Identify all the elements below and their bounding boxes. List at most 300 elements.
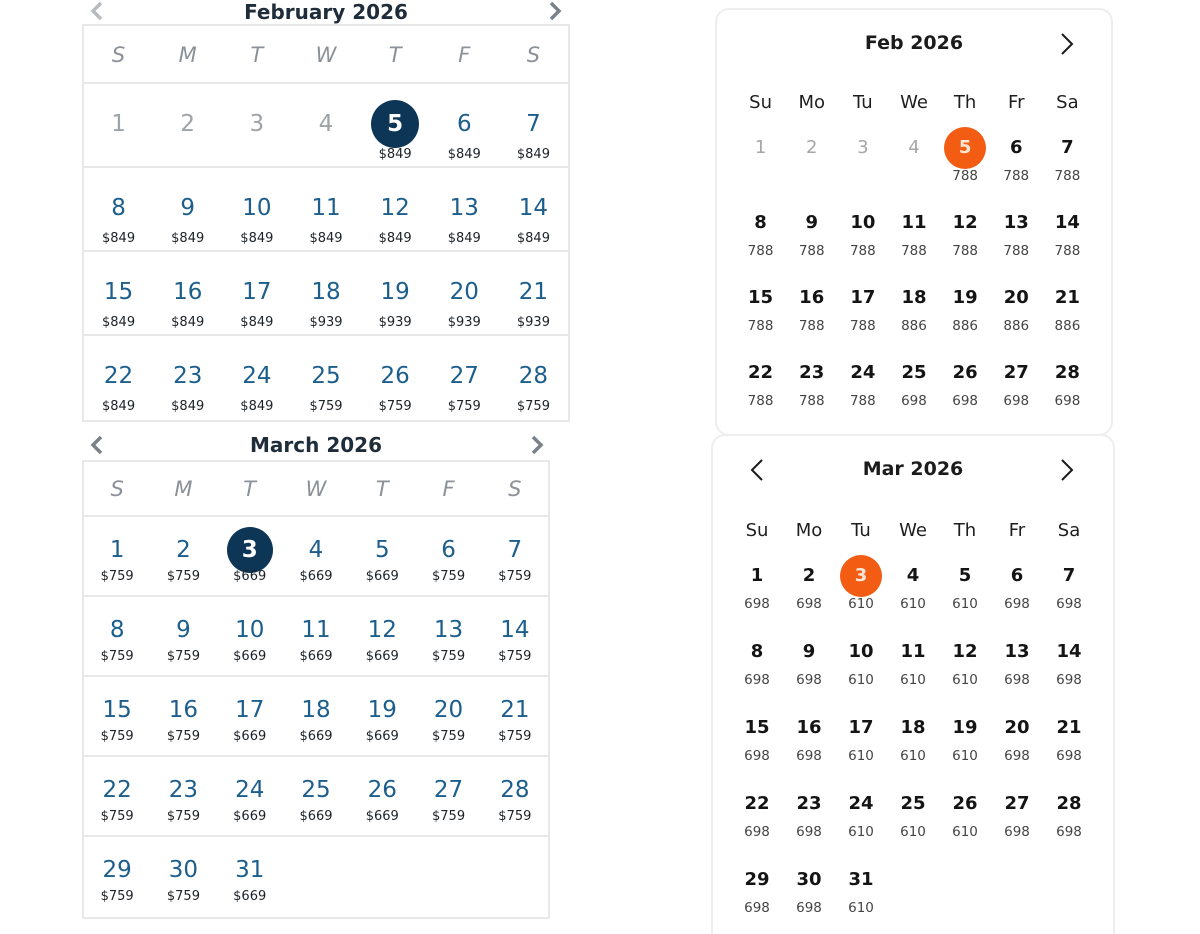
day-cell[interactable]	[837, 276, 888, 351]
day-number: 12	[367, 617, 397, 643]
day-cell[interactable]	[731, 782, 783, 858]
weekday-header-row	[717, 80, 1111, 126]
day-cell[interactable]	[361, 168, 430, 250]
day-cell[interactable]	[153, 252, 222, 334]
day-cell[interactable]	[291, 252, 360, 334]
weekday-label: Fr	[1008, 92, 1025, 113]
day-cell[interactable]	[888, 276, 939, 351]
day-cell[interactable]	[783, 706, 835, 782]
day-number: 21	[1056, 717, 1082, 738]
next-month-button[interactable]	[1057, 456, 1077, 484]
week-row	[717, 276, 1111, 351]
day-price: 698	[1004, 672, 1030, 688]
day-price: $849	[240, 399, 274, 414]
day-cell[interactable]	[84, 597, 150, 675]
week-row	[84, 168, 568, 252]
day-price: $759	[309, 399, 343, 414]
day-cell[interactable]	[783, 630, 835, 706]
day-cell[interactable]	[735, 276, 786, 351]
week-row	[717, 201, 1111, 276]
day-cell[interactable]	[217, 597, 283, 675]
day-price: 788	[747, 318, 774, 334]
day-cell[interactable]	[283, 597, 349, 675]
day-number: 2	[802, 565, 816, 586]
day-cell	[84, 84, 153, 166]
day-cell[interactable]	[940, 351, 991, 426]
day-cell[interactable]	[361, 336, 430, 420]
day-cell[interactable]	[499, 252, 568, 334]
day-price: 698	[1004, 596, 1030, 612]
day-number: 24	[242, 363, 272, 389]
day-cell[interactable]	[150, 597, 216, 675]
day-cell[interactable]	[887, 706, 939, 782]
day-cell[interactable]	[430, 252, 499, 334]
left-calendar-march	[82, 430, 550, 919]
day-number: 7	[1061, 137, 1074, 158]
day-cell[interactable]	[499, 168, 568, 250]
day-price: 610	[900, 672, 926, 688]
day-cell[interactable]	[482, 677, 548, 755]
day-cell[interactable]	[731, 706, 783, 782]
day-cell[interactable]	[482, 517, 548, 595]
day-number: 1	[750, 565, 764, 586]
day-price: $669	[299, 569, 333, 584]
day-number: 21	[500, 697, 530, 723]
day-number: 25	[901, 362, 927, 383]
week-row	[713, 706, 1113, 782]
day-cell[interactable]	[349, 677, 415, 755]
day-price: $849	[102, 315, 136, 330]
day-price: 886	[952, 318, 979, 334]
day-number: 16	[168, 697, 199, 723]
weekday-label: Th	[953, 520, 977, 541]
day-cell[interactable]	[283, 517, 349, 595]
day-cell-selected[interactable]	[835, 554, 887, 630]
day-cell[interactable]	[1042, 276, 1093, 351]
day-price: 788	[1054, 243, 1081, 259]
calendar-grid	[82, 24, 570, 422]
day-number: 4	[906, 565, 920, 586]
day-number: 1	[111, 111, 126, 137]
day-cell-selected[interactable]	[217, 517, 283, 595]
day-number: 29	[102, 857, 132, 883]
week-row	[84, 597, 548, 677]
day-cell[interactable]	[349, 757, 415, 835]
day-number: 12	[952, 212, 978, 233]
week-row	[713, 858, 1113, 934]
day-price: 610	[848, 824, 874, 840]
day-number: 13	[1004, 641, 1030, 662]
day-cell[interactable]	[991, 630, 1043, 706]
day-number	[492, 847, 538, 893]
weekday-label: S	[526, 43, 541, 67]
day-price: 698	[1056, 748, 1082, 764]
day-cell[interactable]	[991, 276, 1042, 351]
day-cell[interactable]	[887, 630, 939, 706]
day-price: $849	[516, 231, 550, 246]
day-price: $849	[102, 231, 136, 246]
day-price: $849	[102, 399, 136, 414]
day-price: $669	[299, 649, 333, 664]
day-number: 16	[799, 287, 825, 308]
day-cell[interactable]	[939, 706, 991, 782]
day-cell[interactable]	[499, 84, 568, 166]
day-cell[interactable]	[991, 201, 1042, 276]
day-cell[interactable]	[1042, 126, 1093, 201]
day-cell[interactable]	[415, 757, 481, 835]
day-cell[interactable]	[991, 706, 1043, 782]
day-price: 698	[1056, 824, 1082, 840]
day-price: $669	[233, 889, 267, 904]
day-price: $759	[498, 729, 532, 744]
next-month-button[interactable]	[546, 0, 564, 22]
day-cell[interactable]	[482, 757, 548, 835]
day-cell[interactable]	[940, 201, 991, 276]
empty-day-cell	[415, 837, 481, 917]
day-price: 698	[952, 393, 979, 409]
day-number: 22	[744, 793, 770, 814]
day-cell[interactable]	[991, 126, 1042, 201]
day-price: 698	[1004, 824, 1030, 840]
day-cell[interactable]	[735, 201, 786, 276]
day-cell[interactable]	[415, 597, 481, 675]
weekday-label: W	[315, 43, 337, 67]
day-price: 610	[848, 748, 874, 764]
day-number: 29	[744, 869, 770, 890]
day-cell[interactable]	[783, 554, 835, 630]
day-cell[interactable]	[1042, 351, 1093, 426]
chevron-right-icon	[1057, 456, 1077, 484]
day-number: 15	[748, 287, 774, 308]
weekday-label: Sa	[1056, 92, 1079, 113]
weeks-container	[717, 126, 1111, 426]
day-price: 698	[1056, 672, 1082, 688]
day-cell[interactable]	[415, 517, 481, 595]
day-cell[interactable]	[84, 677, 150, 755]
day-cell[interactable]	[283, 677, 349, 755]
day-price: 698	[744, 900, 770, 916]
day-cell[interactable]	[291, 168, 360, 250]
day-number: 8	[750, 641, 764, 662]
day-number: 8	[111, 195, 126, 221]
day-number: 15	[102, 697, 132, 723]
day-price: $759	[166, 649, 200, 664]
day-cell[interactable]	[150, 757, 216, 835]
week-row	[84, 252, 568, 336]
day-price: 788	[1003, 243, 1030, 259]
right-calendar-february	[715, 8, 1113, 436]
empty-day-cell	[1043, 858, 1095, 934]
day-cell[interactable]	[1043, 554, 1095, 630]
day-number: 18	[301, 697, 331, 723]
day-number: 24	[850, 362, 876, 383]
day-number: 23	[168, 777, 199, 803]
day-cell[interactable]	[888, 351, 939, 426]
day-number: 14	[500, 617, 530, 643]
day-price: $759	[100, 729, 134, 744]
day-price: 788	[849, 318, 876, 334]
day-cell[interactable]	[217, 837, 283, 917]
day-cell[interactable]	[991, 782, 1043, 858]
right-calendar-march	[711, 434, 1115, 934]
day-cell[interactable]	[991, 554, 1043, 630]
day-number: 16	[173, 279, 203, 305]
day-cell-selected[interactable]	[361, 84, 430, 166]
day-price: 886	[1003, 318, 1030, 334]
day-price: $759	[378, 399, 412, 414]
day-cell[interactable]	[430, 336, 499, 420]
day-number: 5	[371, 100, 419, 148]
day-price: 698	[796, 748, 822, 764]
day-cell[interactable]	[991, 351, 1042, 426]
day-number: 20	[1003, 287, 1029, 308]
day-number: 31	[848, 869, 874, 890]
day-cell[interactable]	[153, 336, 222, 420]
day-cell	[786, 126, 837, 201]
day-cell[interactable]	[349, 517, 415, 595]
empty-day-cell	[482, 837, 548, 917]
weekday-label: F	[458, 43, 471, 67]
day-number: 25	[900, 793, 926, 814]
day-cell[interactable]	[835, 706, 887, 782]
day-price: 788	[952, 243, 979, 259]
day-cell[interactable]	[887, 782, 939, 858]
day-number: 5	[958, 565, 972, 586]
day-cell[interactable]	[940, 276, 991, 351]
day-number: 19	[367, 697, 397, 723]
day-price: 788	[849, 243, 876, 259]
day-number: 22	[102, 777, 132, 803]
day-cell[interactable]	[499, 336, 568, 420]
day-cell[interactable]	[835, 630, 887, 706]
day-price: $759	[166, 569, 200, 584]
day-price: $849	[378, 147, 412, 162]
weekday-label: T	[375, 477, 389, 501]
day-cell[interactable]	[222, 252, 291, 334]
day-cell[interactable]	[837, 351, 888, 426]
day-cell[interactable]	[835, 858, 887, 934]
day-number: 12	[380, 195, 410, 221]
day-cell[interactable]	[84, 757, 150, 835]
empty-day-cell	[939, 858, 991, 934]
day-price: $939	[378, 315, 412, 330]
day-number: 10	[850, 212, 876, 233]
weekday-label: T	[243, 477, 257, 501]
day-cell[interactable]	[84, 252, 153, 334]
week-row	[713, 782, 1113, 858]
day-cell[interactable]	[430, 84, 499, 166]
day-number: 28	[518, 363, 549, 389]
day-number: 3	[227, 527, 273, 573]
day-number: 8	[754, 212, 767, 233]
day-number: 19	[380, 279, 410, 305]
day-cell	[837, 126, 888, 201]
day-cell[interactable]	[939, 630, 991, 706]
day-number: 13	[1003, 212, 1029, 233]
day-price: $759	[516, 399, 550, 414]
weekday-label: Mo	[795, 520, 823, 541]
day-price: 610	[848, 900, 874, 916]
weekday-label: Tu	[853, 92, 873, 113]
day-cell[interactable]	[786, 276, 837, 351]
day-cell[interactable]	[888, 201, 939, 276]
day-cell[interactable]	[150, 517, 216, 595]
weekday-label: Su	[745, 520, 769, 541]
day-price: 610	[848, 596, 874, 612]
weekday-label: S	[110, 477, 124, 501]
day-price: $759	[447, 399, 481, 414]
chevron-right-icon	[546, 0, 564, 22]
week-row	[84, 677, 548, 757]
day-number: 5	[944, 127, 986, 169]
day-cell[interactable]	[217, 677, 283, 755]
week-row	[717, 351, 1111, 426]
day-number: 14	[518, 195, 549, 221]
day-number: 18	[901, 287, 927, 308]
day-number: 14	[1054, 212, 1080, 233]
day-cell[interactable]	[1043, 706, 1095, 782]
day-cell[interactable]	[939, 554, 991, 630]
day-cell[interactable]	[291, 336, 360, 420]
day-cell[interactable]	[222, 168, 291, 250]
day-price: $939	[309, 315, 343, 330]
day-cell[interactable]	[786, 201, 837, 276]
day-number: 14	[1056, 641, 1082, 662]
day-number: 24	[235, 777, 265, 803]
day-cell[interactable]	[735, 351, 786, 426]
day-number: 6	[456, 111, 472, 137]
day-cell[interactable]	[283, 757, 349, 835]
day-number: 17	[235, 697, 265, 723]
weekday-label: Mo	[798, 92, 825, 113]
day-price: $669	[233, 649, 267, 664]
day-cell[interactable]	[415, 677, 481, 755]
day-number: 27	[433, 777, 464, 803]
day-number: 19	[952, 717, 978, 738]
day-price: $669	[233, 809, 267, 824]
week-row	[84, 336, 568, 420]
day-cell[interactable]	[731, 630, 783, 706]
weekday-label: T	[250, 43, 264, 67]
weekday-label: W	[305, 477, 327, 501]
day-price: $849	[378, 231, 412, 246]
day-cell[interactable]	[837, 201, 888, 276]
day-price: $759	[432, 809, 466, 824]
day-number	[293, 847, 339, 893]
calendar-header	[82, 0, 570, 24]
day-number: 28	[500, 777, 530, 803]
day-cell[interactable]	[84, 168, 153, 250]
day-cell[interactable]	[84, 837, 150, 917]
next-month-button[interactable]	[1057, 30, 1077, 58]
calendar-grid	[82, 460, 550, 919]
day-cell[interactable]	[222, 336, 291, 420]
day-cell[interactable]	[786, 351, 837, 426]
day-number: 4	[308, 537, 324, 563]
day-cell[interactable]	[783, 858, 835, 934]
day-price: 610	[900, 824, 926, 840]
day-cell[interactable]	[1043, 782, 1095, 858]
day-cell[interactable]	[153, 168, 222, 250]
day-number: 26	[367, 777, 397, 803]
day-cell[interactable]	[731, 858, 783, 934]
day-price: 698	[744, 824, 770, 840]
day-cell[interactable]	[150, 677, 216, 755]
day-number	[944, 859, 986, 901]
day-number: 12	[952, 641, 978, 662]
day-price: $669	[365, 649, 399, 664]
day-number: 6	[1010, 137, 1023, 158]
day-cell[interactable]	[939, 782, 991, 858]
day-number: 21	[518, 279, 549, 305]
day-cell[interactable]	[731, 554, 783, 630]
day-cell[interactable]	[835, 782, 887, 858]
day-number: 18	[311, 279, 341, 305]
weekday-label: Th	[953, 92, 977, 113]
day-cell[interactable]	[361, 252, 430, 334]
day-cell[interactable]	[150, 837, 216, 917]
day-cell-selected[interactable]	[940, 126, 991, 201]
weekday-header-row	[84, 462, 548, 517]
week-row	[84, 517, 548, 597]
day-cell[interactable]	[430, 168, 499, 250]
day-price: $669	[365, 729, 399, 744]
day-number: 9	[802, 641, 816, 662]
day-number	[1048, 859, 1090, 901]
day-cell	[153, 84, 222, 166]
day-number: 11	[311, 195, 341, 221]
day-price: 788	[901, 243, 927, 259]
day-price: 788	[798, 318, 825, 334]
day-number: 28	[1054, 362, 1080, 383]
day-price: $669	[233, 569, 267, 584]
day-number: 13	[433, 617, 464, 643]
next-month-button[interactable]	[528, 434, 546, 456]
day-price: 698	[796, 596, 822, 612]
day-cell	[291, 84, 360, 166]
day-cell[interactable]	[783, 782, 835, 858]
day-number: 26	[380, 363, 410, 389]
day-cell[interactable]	[887, 554, 939, 630]
month-title: March 2026	[250, 433, 382, 457]
day-price: 788	[849, 393, 876, 409]
day-cell[interactable]	[349, 597, 415, 675]
day-price: 698	[1056, 596, 1082, 612]
day-number: 28	[1056, 793, 1082, 814]
day-number: 2	[180, 111, 196, 137]
day-number: 7	[507, 537, 523, 563]
week-row	[713, 554, 1113, 630]
day-number: 9	[176, 617, 191, 643]
day-cell[interactable]	[482, 597, 548, 675]
day-cell[interactable]	[1042, 201, 1093, 276]
weekday-label: F	[442, 477, 455, 501]
weekday-label: Sa	[1057, 520, 1081, 541]
day-price: $759	[432, 649, 466, 664]
weekday-label: S	[111, 43, 126, 67]
day-cell[interactable]	[1043, 630, 1095, 706]
day-price: 698	[744, 596, 770, 612]
day-price: $759	[498, 809, 532, 824]
day-cell[interactable]	[84, 517, 150, 595]
day-cell[interactable]	[217, 757, 283, 835]
day-cell	[735, 126, 786, 201]
day-number: 7	[1062, 565, 1076, 586]
day-price: 886	[1054, 318, 1081, 334]
day-number: 20	[449, 279, 479, 305]
day-cell[interactable]	[84, 336, 153, 420]
day-number: 3	[249, 111, 265, 137]
